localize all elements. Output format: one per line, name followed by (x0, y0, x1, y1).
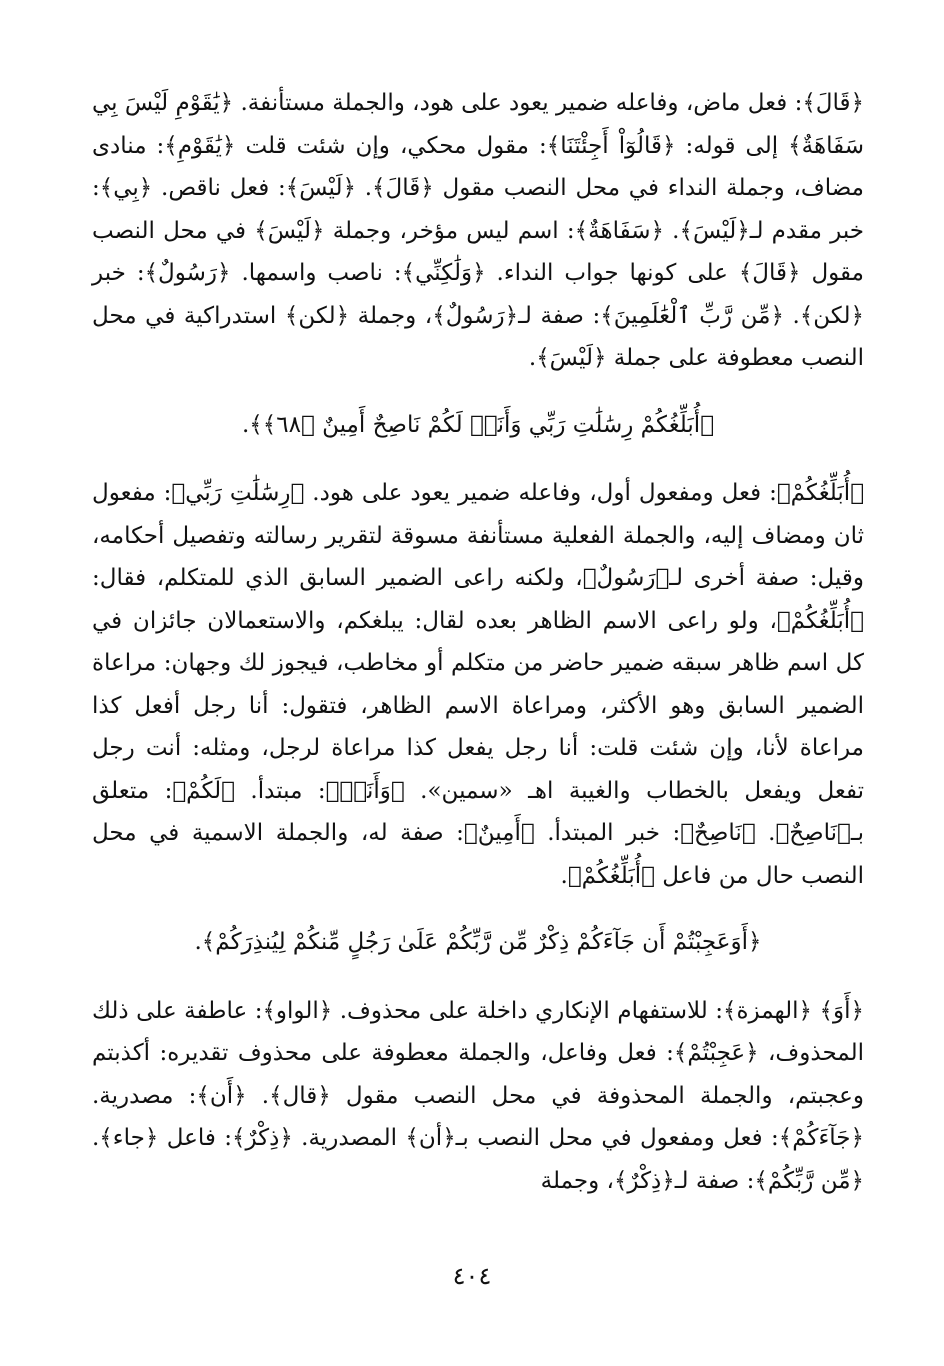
body-paragraph-2: ﴿أُبَلِّغُكُمْ﴾: فعل ومفعول أول، وفاعله ضمير يعود على هود. ﴿رِسَٰلَٰتِ رَبِّي﴾: مفعول ثان ومضاف إليه، والجملة الفعلية مستأنفة مسوقة لتقرير رسالته وتفصيل أحكامه، وقيل: صفة أخرى لـ﴿رَسُولٌ﴾، ولكنه راعى الضمير السابق الذي للمتكلم، فقال: ﴿أُبَلِّغُكُمْ﴾، ولو راعى الاسم الظاهر بعده لقال: يبلغكم، والاستعمالان جائزان في كل اسم ظاهر سبقه ضمير حاضر من متكلم أو مخاطب، فيجوز لك وجهان: مراعاة الضمير السابق وهو الأكثر، ومراعاة الاسم الظاهر، فتقول: أنا رجل أفعل كذا مراعاة لأنا، وإن شئت قلت: أنا رجل يفعل كذا مراعاة لرجل، ومثله: أنت رجل تفعل ويفعل بالخطاب والغيبة اهـ «سمين». ﴿وَأَنَا۠﴾: مبتدأ. ﴿لَكُمْ﴾: متعلق بـ﴿نَاصِحٌ﴾. ﴿نَاصِحٌ﴾: خبر المبتدأ. ﴿أَمِينٌ﴾: صفة له، والجملة الاسمية في محل النصب حال من فاعل ﴿أُبَلِّغُكُمْ﴾. (92, 480, 864, 889)
body-paragraph-3: ﴿أَوَ﴾ ﴿الهمزة﴾: للاستفهام الإنكاري داخلة على محذوف. ﴿الواو﴾: عاطفة على ذلك المحذوف، ﴿عَجِبْتُمْ﴾: فعل وفاعل، والجملة معطوفة على محذوف تقديره: أكذبتم وعجبتم، والجملة المحذوفة في محل النصب مقول ﴿قال﴾. ﴿أَن﴾: مصدرية. ﴿جَآءَكُمْ﴾: فعل ومفعول في محل النصب بـ﴿أن﴾ المصدرية. ﴿ذِكْرٌ﴾: فاعل ﴿جاء﴾. ﴿مِّن رَّبِّكُمْ﴾: صفة لـ﴿ذِكْرٌ﴾، وجملة (92, 997, 864, 1194)
quran-verse-69: ﴿أَوَعَجِبْتُمْ أَن جَآءَكُمْ ذِكْرٌ مِّن رَّبِّكُمْ عَلَىٰ رَجُلٍ مِّنكُمْ لِيُنذِرَكُمْ﴾. (194, 929, 762, 955)
quran-verse-68: ﴿أُبَلِّغُكُمْ رِسَٰلَٰتِ رَبِّي وَأَنَا۠ لَكُمْ نَاصِحٌ أَمِينٌ ﴿٦٨﴾﴾. (242, 411, 714, 438)
page-number: ٤٠٤ (452, 1262, 492, 1290)
body-paragraph-1: ﴿قَالَ﴾: فعل ماض، وفاعله ضمير يعود على هود، والجملة مستأنفة. ﴿يَٰقَوْمِ لَيْسَ بِي سَفَاهَةٌ﴾ إلى قوله: ﴿قَالُوٓاْ أَجِئْتَنَا﴾: مقول محكي، وإن شئت قلت ﴿يَٰقَوْمِ﴾: منادى مضاف، وجملة النداء في محل النصب مقول ﴿قَالَ﴾. ﴿لَيْسَ﴾: فعل ناقص. ﴿بِي﴾: خبر مقدم لـ﴿لَيْسَ﴾. ﴿سَفَاهَةٌ﴾: اسم ليس مؤخر، وجملة ﴿لَيْسَ﴾ في محل النصب مقول ﴿قَالَ﴾ على كونها جواب النداء. ﴿وَلَٰكِنِّي﴾: ناصب واسمها. ﴿رَسُولٌ﴾: خبر ﴿لكن﴾. ﴿مِّن رَّبِّ ٱلْعَٰلَمِينَ﴾: صفة لـ﴿رَسُولٌ﴾، وجملة ﴿لكن﴾ استدراكية في محل النصب معطوفة على جملة ﴿لَيْسَ﴾. (92, 90, 864, 371)
